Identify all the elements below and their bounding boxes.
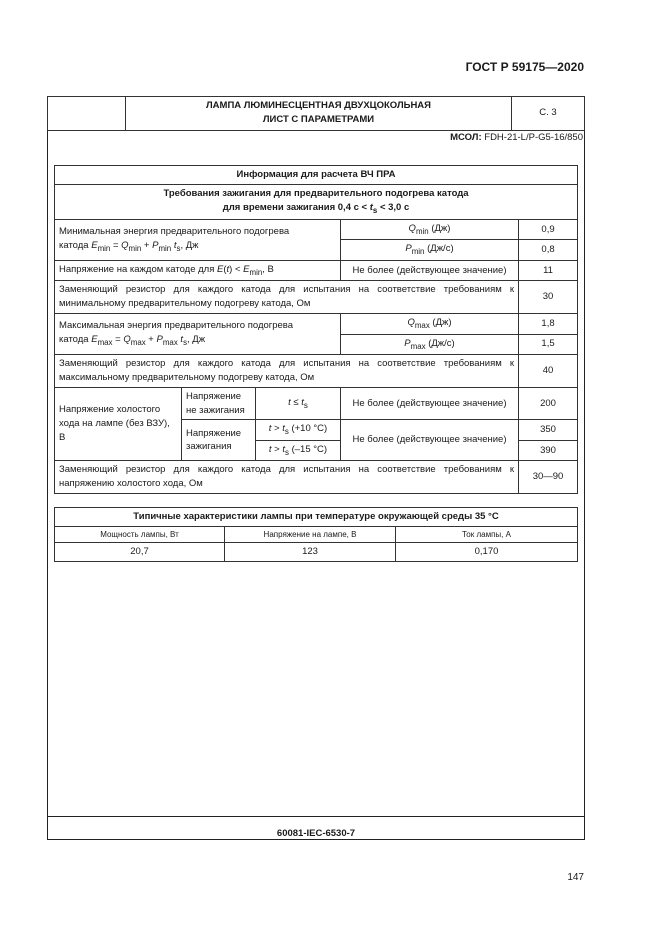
col-voltage: Напряжение на лампе, В <box>225 526 396 543</box>
table-title: Информация для расчета ВЧ ПРА <box>55 166 578 185</box>
ignition-note: Не более (действующее значение) <box>341 420 519 461</box>
min-energy-label-line2: катода $E_{min} = Q_{min} + P_{min}$ $t_s$, Дж <box>59 240 199 253</box>
cathode-voltage-value: 11 <box>519 260 578 280</box>
subtitle-line2 <box>59 201 573 216</box>
cathode-voltage-cond: Не более (действующее значение) <box>341 260 519 280</box>
pmin-unit: (Дж/с) <box>427 243 454 255</box>
ignition-value-plus10: 350 <box>519 420 578 440</box>
qmax-value: 1,8 <box>519 314 578 334</box>
cathode-voltage-b: < <box>232 263 244 275</box>
pmin-sub: min <box>411 247 425 257</box>
subtitle2-t: t <box>369 202 373 214</box>
min-energy-label <box>55 220 341 261</box>
pmax-sub: max <box>410 341 426 351</box>
pmax-value: 1,5 <box>519 334 578 354</box>
col-power: Мощность лампы, Вт <box>55 526 225 543</box>
qmax-unit: (Дж) <box>432 317 452 329</box>
subtitle2-s: s <box>372 206 378 216</box>
qmin-sub: min <box>415 226 429 236</box>
min-resistor-label: Заменяющий резистор для каждого катода для испытания на соответствие требованиям к минимальному предварительному подогреву катода, Ом <box>55 281 519 314</box>
open-circuit-voltage-label: Напряжение холостого хода на лампе (без ВЗУ), В <box>55 387 182 460</box>
table-subtitle <box>55 185 578 220</box>
qmin-symbol <box>341 220 519 240</box>
model-value: FDH-21-L/P-G5-16/850 <box>484 132 583 143</box>
pmax-symbol <box>341 334 519 354</box>
subtitle2-b: < 3,0 с <box>377 202 410 214</box>
max-energy-label <box>55 314 341 355</box>
title-block-page: С. 3 <box>512 97 585 131</box>
col-current: Ток лампы, А <box>396 526 578 543</box>
ocv-resistor-value: 30—90 <box>519 461 578 494</box>
title-line2: ЛИСТ С ПАРАМЕТРАМИ <box>262 114 375 126</box>
min-energy-label-line1: Минимальная энергия предварительного подогрева <box>59 226 290 238</box>
subtitle-line1: Требования зажигания для предварительного подогрева катода <box>163 188 469 200</box>
ignition-value-minus15: 390 <box>519 440 578 460</box>
pmin-symbol <box>341 240 519 260</box>
pmin-value: 0,8 <box>519 240 578 260</box>
qmin-unit: (Дж) <box>431 223 451 234</box>
title-block <box>47 96 585 131</box>
max-energy-label-line2: катода $E_{max} = Q_{max} + P_{max}$ $t_s$, Дж <box>59 334 206 348</box>
qmax-symbol <box>341 314 519 334</box>
pmax-unit: (Дж/с) <box>428 337 455 349</box>
cathode-voltage-c: , В <box>262 263 274 275</box>
cathode-voltage-label: Напряжение на каждом катоде для $E(t) < E_{min}$, В <box>55 260 341 280</box>
non-ignition-note: Не более (действующее значение) <box>341 387 519 420</box>
max-resistor-value: 40 <box>519 354 578 387</box>
typical-title: Типичные характеристики лампы при температуре окружающей среды 35 °С <box>55 508 578 527</box>
val-voltage: 123 <box>225 543 396 562</box>
min-resistor-value: 30 <box>519 281 578 314</box>
footer-code: 60081-IEC-6530-7 <box>276 828 356 839</box>
standard-number: ГОСТ Р 59175—2020 <box>465 60 584 74</box>
val-power: 20,7 <box>55 543 225 562</box>
ignition-label: Напряжение зажигания <box>182 420 256 461</box>
max-energy-word: катода <box>59 334 89 346</box>
max-energy-label-line1: Максимальная энергия предварительного подогрева <box>59 320 294 332</box>
title-block-blank <box>48 97 126 131</box>
footer-divider <box>47 816 585 817</box>
pmax-sym: P <box>404 337 411 349</box>
cathode-voltage-a: Напряжение на каждом катоде для <box>59 263 217 275</box>
non-ignition-label: Напряжение не зажигания <box>182 387 256 420</box>
title-block-title <box>126 97 512 131</box>
subtitle2-a: для времени зажигания 0,4 с < <box>222 202 370 214</box>
typical-characteristics-table <box>54 507 578 562</box>
page-number: 147 <box>567 872 584 883</box>
non-ignition-value: 200 <box>519 387 578 420</box>
title-line1: ЛАМПА ЛЮМИНЕСЦЕНТНАЯ ДВУХЦОКОЛЬНАЯ <box>206 100 431 111</box>
model-designation <box>450 132 583 143</box>
min-energy-word: катода <box>59 240 89 252</box>
ignition-cond-minus15: $t > t_s$ (–15 °С) <box>256 440 341 460</box>
pmin-sym: P <box>405 243 412 255</box>
qmin-value: 0,9 <box>519 220 578 240</box>
qmax-sub: max <box>414 321 430 331</box>
ignition-cond-plus10: $t > t_s$ (+10 °С) <box>256 420 341 440</box>
qmax-sym: Q <box>407 317 415 329</box>
qmin-sym: Q <box>408 223 416 234</box>
model-label: МСОЛ: <box>450 132 482 143</box>
ballast-info-table <box>54 165 578 494</box>
non-ignition-cond: $t \le t_s$ <box>256 387 341 420</box>
val-current: 0,170 <box>396 543 578 562</box>
max-resistor-label: Заменяющий резистор для каждого катода для испытания на соответствие требованиям к максимальному предварительному подогреву катода, Ом <box>55 354 519 387</box>
ocv-resistor-label: Заменяющий резистор для каждого катода для испытания на соответствие требованиям к напряжению холостого хода, Ом <box>55 461 519 494</box>
